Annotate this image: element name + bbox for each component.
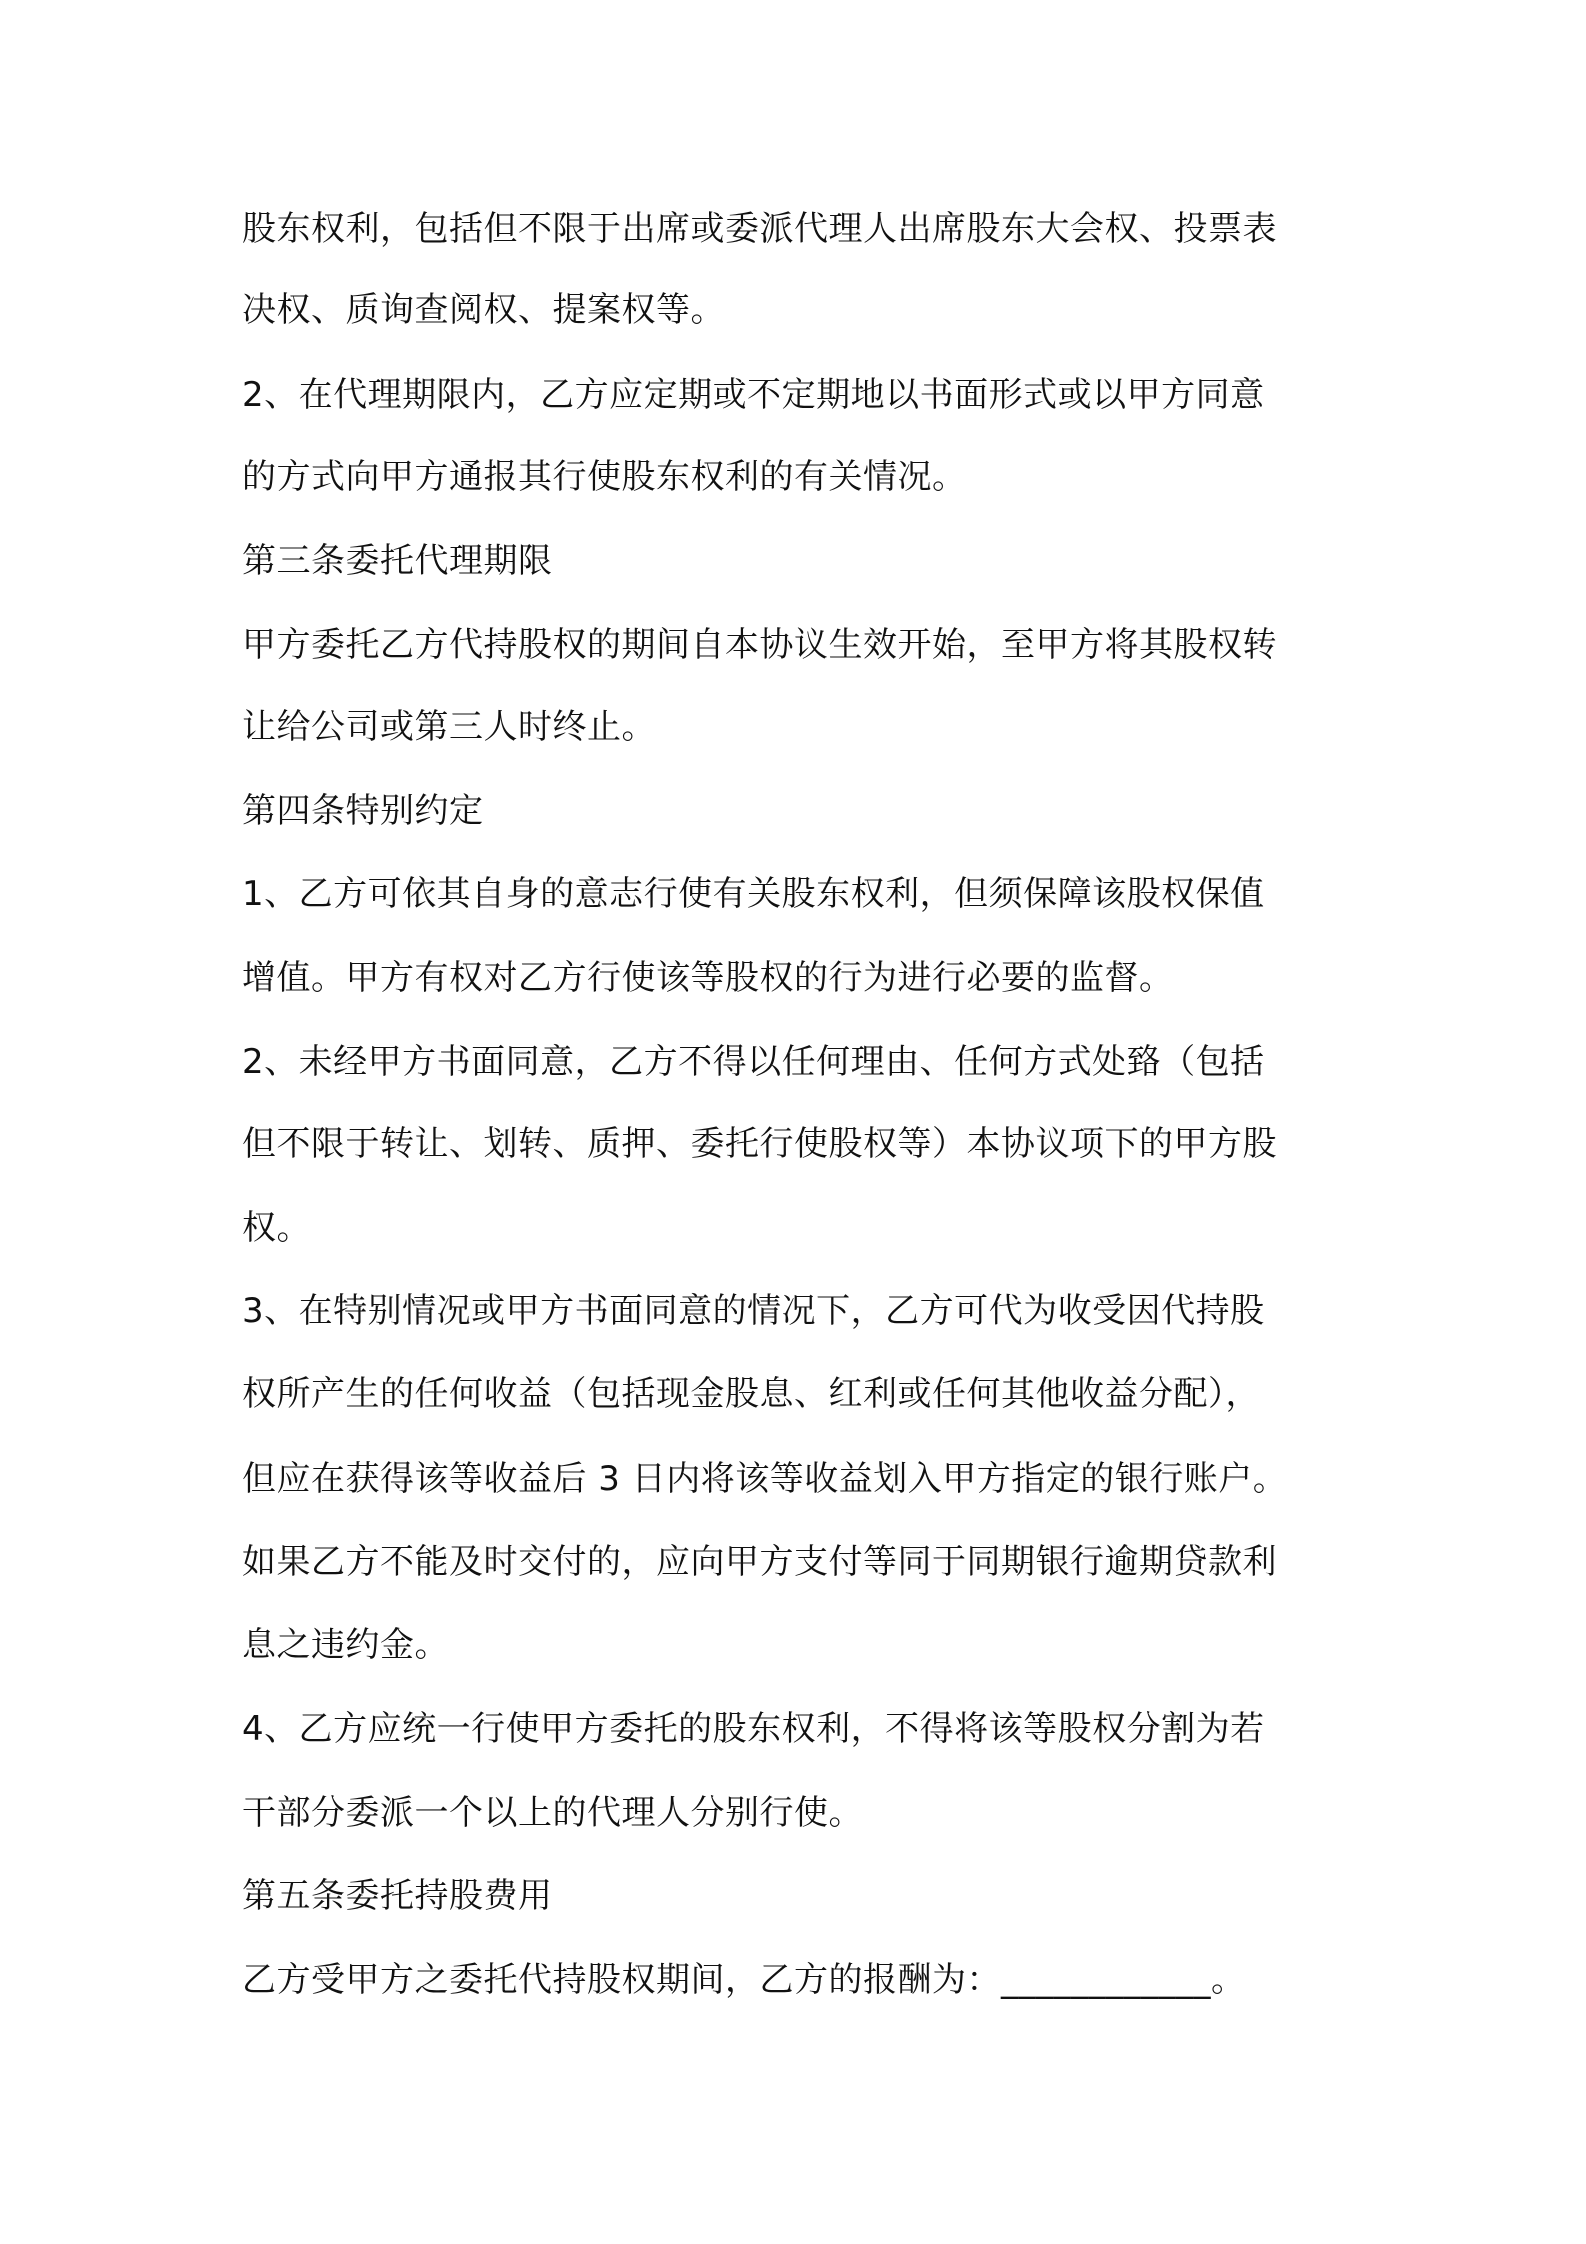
text-line-7: 让给公司或第三人时终止。 bbox=[242, 707, 656, 747]
text-line-19: 4、乙方应统一行使甲方委托的股东权利，不得将该等股权分割为若 bbox=[242, 1709, 1265, 1749]
section-heading-4: 第四条特别约定 bbox=[242, 791, 484, 831]
text-line-10: 增值。甲方有权对乙方行使该等股权的行为进行必要的监督。 bbox=[242, 958, 1174, 998]
text-line-18: 息之违约金。 bbox=[242, 1625, 449, 1665]
section-heading-3: 第三条委托代理期限 bbox=[242, 541, 553, 581]
text-line-14: 3、在特别情况或甲方书面同意的情况下，乙方可代为收受因代持股 bbox=[242, 1291, 1265, 1331]
text-line-9: 1、乙方可依其自身的意志行使有关股东权利，但须保障该股权保值 bbox=[242, 874, 1265, 914]
text-line-15: 权所产生的任何收益（包括现金股息、红利或任何其他收益分配）， bbox=[242, 1374, 1260, 1414]
text-line-22: 乙方受甲方之委托代持股权期间，乙方的报酬为：____________。 bbox=[242, 1960, 1246, 2000]
text-line-17: 如果乙方不能及时交付的，应向甲方支付等同于同期银行逾期贷款利 bbox=[242, 1542, 1277, 1582]
text-line-16: 但应在获得该等收益后 3 日内将该等收益划入甲方指定的银行账户。 bbox=[242, 1459, 1288, 1499]
text-line-6: 甲方委托乙方代持股权的期间自本协议生效开始，至甲方将其股权转 bbox=[242, 625, 1277, 665]
text-line-1: 股东权利，包括但不限于出席或委派代理人出席股东大会权、投票表 bbox=[242, 209, 1277, 249]
text-line-12: 但不限于转让、划转、质押、委托行使股权等）本协议项下的甲方股 bbox=[242, 1124, 1277, 1164]
section-heading-5: 第五条委托持股费用 bbox=[242, 1876, 553, 1916]
text-line-13: 权。 bbox=[242, 1208, 311, 1248]
text-line-3: 2、在代理期限内，乙方应定期或不定期地以书面形式或以甲方同意 bbox=[242, 375, 1265, 415]
text-line-4: 的方式向甲方通报其行使股东权利的有关情况。 bbox=[242, 457, 967, 497]
text-line-20: 干部分委派一个以上的代理人分别行使。 bbox=[242, 1793, 863, 1833]
text-line-11: 2、未经甲方书面同意，乙方不得以任何理由、任何方式处臵（包括 bbox=[242, 1042, 1265, 1082]
text-line-2: 决权、质询查阅权、提案权等。 bbox=[242, 290, 725, 330]
